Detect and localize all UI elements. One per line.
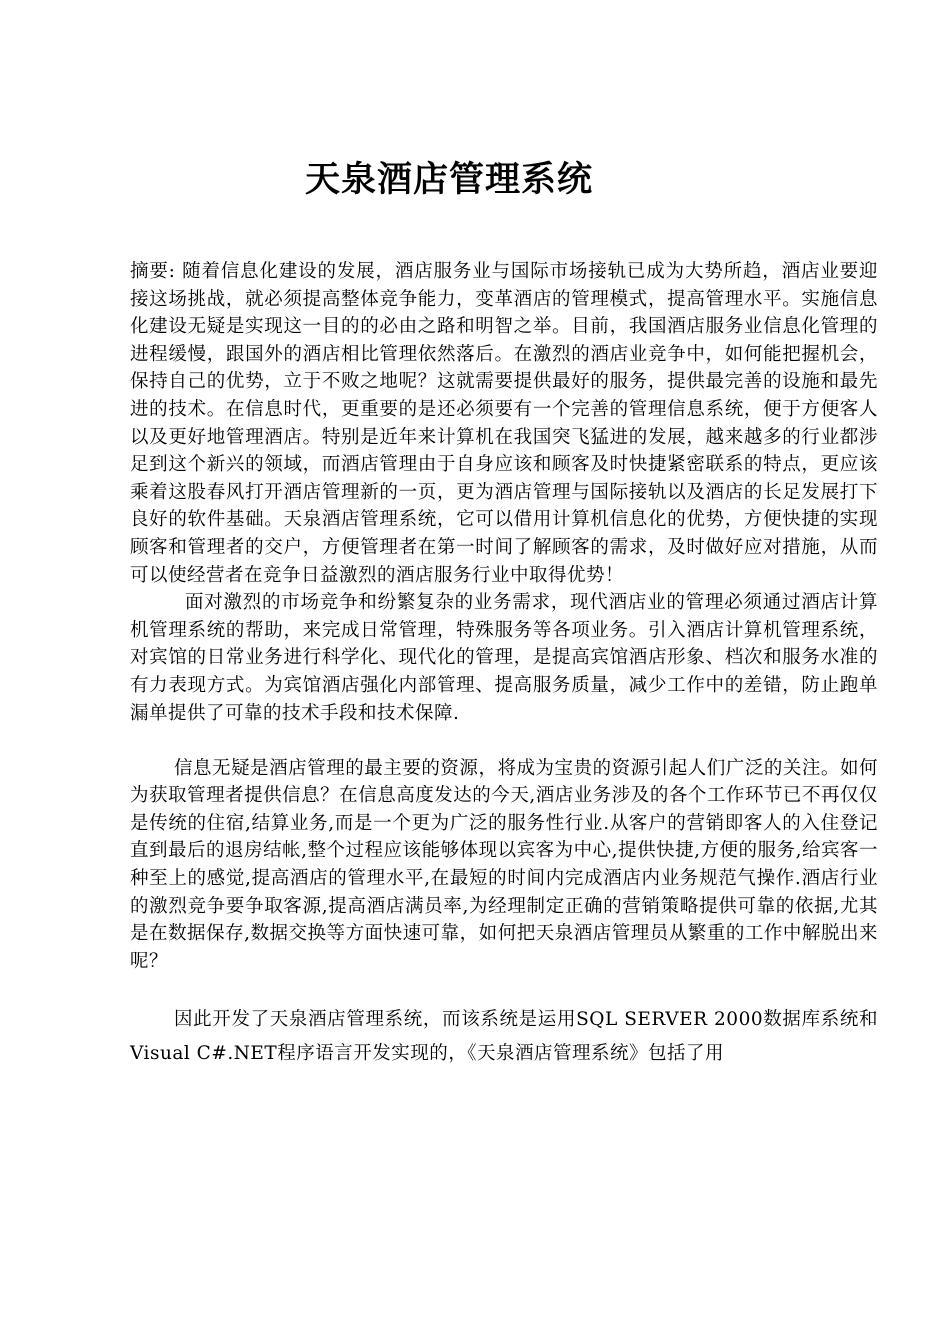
paragraph-spacer bbox=[130, 975, 878, 1003]
body-paragraph-3: 信息无疑是酒店管理的最主要的资源，将成为宝贵的资源引起人们广泛的关注。如何为获取管理者提供信息？在信息高度发达的今天,酒店业务涉及的各个工作环节已不再仅仅是传统的住宿,结算业务,而是一个更为广泛的服务性行业.从客户的营销即客人的入住登记直到最后的退房结帐,整个过程应该能够体现以宾客为中心,提供快捷,方便的服务,给宾客一种至上的感觉,提高酒店的管理水平,在最短的时间内完成酒店内业务规范气操作.酒店行业的激烈竞争要争取客源,提高酒店满员率,为经理制定正确的营销策略提供可靠的依据,尤其是在数据保存,数据交换等方面快速可靠，如何把天泉酒店管理员从繁重的工作中解脱出来呢？ bbox=[130, 757, 878, 972]
paragraph-spacer bbox=[130, 727, 878, 755]
body-paragraph-2: 面对激烈的市场竞争和纷繁复杂的业务需求，现代酒店业的管理必须通过酒店计算机管理系统的帮助，来完成日常管理，特殊服务等各项业务。引入酒店计算机管理系统，对宾馆的日常业务进行科学化、现代化的管理，是提高宾馆酒店形象、档次和服务水准的有力表现方式。为宾馆酒店强化内部管理、提高服务质量，减少工作中的差错，防止跑单漏单提供了可靠的技术手段和技术保障. bbox=[130, 592, 878, 724]
abstract-paragraph: 摘要: 随着信息化建设的发展，酒店服务业与国际市场接轨已成为大势所趋，酒店业要迎接这场挑战，就必须提高整体竞争能力，变革酒店的管理模式，提高管理水平。实施信息化建设无疑是实现这一目的的必由之路和明智之举。目前，我国酒店服务业信息化管理的进程缓慢，跟国外的酒店相比管理依然落后。在激烈的酒店业竞争中，如何能把握机会，保持自己的优势，立于不败之地呢？这就需要提供最好的服务，提供最完善的设施和最先进的技术。在信息时代，更重要的是还必须要有一个完善的管理信息系统，便于方便客人以及更好地管理酒店。特别是近年来计算机在我国突飞猛进的发展，越来越多的行业都涉足到这个新兴的领域，而酒店管理由于自身应该和顾客及时快捷紧密联系的特点，更应该乘着这股春风打开酒店管理新的一页，更为酒店管理与国际接轨以及酒店的长足发展打下良好的软件基础。天泉酒店管理系统，它可以借用计算机信息化的优势，方便快捷的实现顾客和管理者的交户，方便管理者在第一时间了解顾客的需求，及时做好应对措施，从而可以使经营者在竞争日益激烈的酒店服务行业中取得优势！ bbox=[130, 261, 878, 586]
body-paragraph-4: 因此开发了天泉酒店管理系统，而该系统是运用SQL SERVER 2000数据库系统和Visual C#.NET程序语言开发实现的，《天泉酒店管理系统》包括了用 bbox=[130, 1009, 878, 1065]
document-body bbox=[130, 258, 878, 1071]
document-title: 天泉酒店管理系统 bbox=[304, 159, 593, 200]
